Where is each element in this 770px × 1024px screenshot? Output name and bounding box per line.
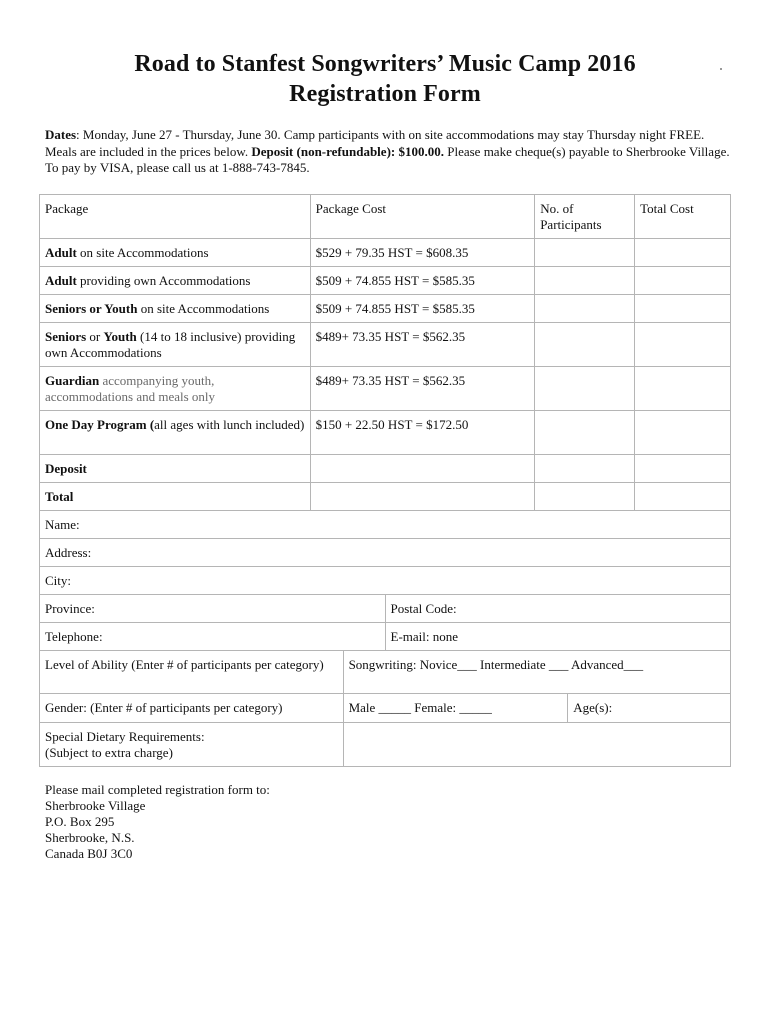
postal-code-field[interactable]: Postal Code:	[385, 595, 730, 623]
intro-text-2: Please make cheque(s) payable to Sherbrooke Village. To pay by VISA, please call us at 1-888-743-7845.	[45, 143, 730, 175]
package-name: Seniors or Youth (14 to 18 inclusive) providing own Accommodations	[40, 323, 311, 367]
participants-cell[interactable]	[535, 295, 635, 323]
package-name: Adult providing own Accommodations	[40, 267, 311, 295]
email-field[interactable]: E-mail: none	[385, 623, 730, 651]
table-row	[40, 323, 731, 367]
package-cost: $509 + 74.855 HST = $585.35	[310, 295, 535, 323]
dates-label: Dates	[45, 127, 77, 142]
intro-text-1: : Monday, June 27 - Thursday, June 30. Camp participants with on site accommodations may stay Thursday night FREE. Meals are included in the prices below.	[45, 127, 705, 159]
deposit-cost-cell[interactable]	[310, 455, 535, 483]
total-participants-cell[interactable]	[535, 483, 635, 511]
mailing-line: P.O. Box 295	[45, 814, 115, 829]
decorative-dot	[720, 68, 722, 70]
header-total-cost: Total Cost	[635, 195, 731, 239]
mailing-line: Sherbrooke Village	[45, 798, 146, 813]
header-num-participants: No. of Participants	[535, 195, 635, 239]
table-row	[40, 239, 731, 267]
header-package-cost: Package Cost	[310, 195, 535, 239]
participants-cell[interactable]	[535, 323, 635, 367]
participants-cell[interactable]	[535, 267, 635, 295]
table-header-row	[40, 195, 731, 239]
form-title: Road to Stanfest Songwriters’ Music Camp 2016	[134, 51, 636, 77]
form-subtitle: Registration Form	[289, 81, 481, 107]
total-cost-cell[interactable]	[635, 267, 731, 295]
package-name: Guardian accompanying youth, accommodations and meals only	[40, 367, 311, 411]
total-row	[40, 483, 731, 511]
total-cost-cell[interactable]	[635, 367, 731, 411]
mailing-line: Canada B0J 3C0	[45, 846, 133, 861]
table-row	[40, 367, 731, 411]
package-name: Adult on site Accommodations	[40, 239, 311, 267]
package-name: Seniors or Youth on site Accommodations	[40, 295, 311, 323]
table-row	[40, 267, 731, 295]
mailing-line: Please mail completed registration form to:	[45, 782, 270, 797]
package-cost: $509 + 74.855 HST = $585.35	[310, 267, 535, 295]
dietary-label: Special Dietary Requirements: (Subject to extra charge)	[40, 723, 344, 767]
gender-label: Gender: (Enter # of participants per category)	[40, 694, 344, 723]
level-of-ability-label: Level of Ability (Enter # of participants per category)	[40, 651, 344, 694]
header-package: Package	[40, 195, 311, 239]
package-cost: $489+ 73.35 HST = $562.35	[310, 323, 535, 367]
total-label: Total	[40, 483, 311, 511]
mailing-address	[45, 782, 270, 862]
deposit-participants-cell[interactable]	[535, 455, 635, 483]
gender-field[interactable]: Male _____ Female: _____	[343, 694, 568, 723]
package-cost: $529 + 79.35 HST = $608.35	[310, 239, 535, 267]
grand-total-cell[interactable]	[635, 483, 731, 511]
table-row	[40, 295, 731, 323]
package-table	[39, 194, 731, 511]
package-cost: $489+ 73.35 HST = $562.35	[310, 367, 535, 411]
total-cost-cell[interactable]	[635, 323, 731, 367]
deposit-row	[40, 455, 731, 483]
deposit-label: Deposit	[40, 455, 311, 483]
ages-field[interactable]: Age(s):	[568, 694, 731, 723]
songwriting-level-field[interactable]: Songwriting: Novice___ Intermediate ___ Advanced___	[343, 651, 730, 694]
total-cost-input-cell[interactable]	[310, 483, 535, 511]
participants-cell[interactable]	[535, 239, 635, 267]
package-cost: $150 + 22.50 HST = $172.50	[310, 411, 535, 455]
total-cost-cell[interactable]	[635, 239, 731, 267]
participants-cell[interactable]	[535, 367, 635, 411]
deposit-note: Deposit (non-refundable): $100.00.	[251, 143, 444, 159]
participant-details-table	[39, 650, 731, 767]
address-field[interactable]: Address:	[40, 539, 731, 567]
participants-cell[interactable]	[535, 411, 635, 455]
total-cost-cell[interactable]	[635, 411, 731, 455]
mailing-line: Sherbrooke, N.S.	[45, 830, 135, 845]
city-field[interactable]: City:	[40, 567, 731, 595]
dietary-field[interactable]	[343, 723, 730, 767]
total-cost-cell[interactable]	[635, 295, 731, 323]
province-field[interactable]: Province:	[40, 595, 386, 623]
deposit-total-cell[interactable]	[635, 455, 731, 483]
table-row	[40, 411, 731, 455]
contact-info-table	[39, 510, 731, 651]
telephone-field[interactable]: Telephone:	[40, 623, 386, 651]
name-field[interactable]: Name:	[40, 511, 731, 539]
package-name: One Day Program (all ages with lunch included)	[40, 411, 311, 455]
intro-paragraph	[45, 127, 735, 177]
